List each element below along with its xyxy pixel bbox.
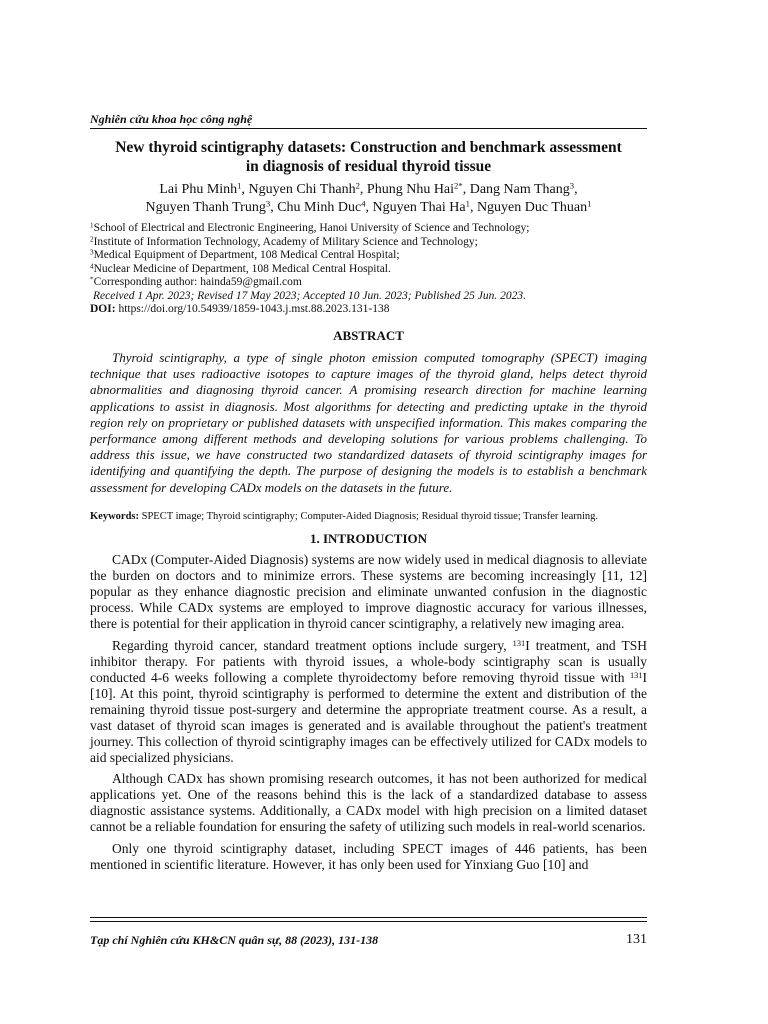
footer-journal: Tạp chí Nghiên cứu KH&CN quân sự, 88 (2023), 131-138	[90, 933, 379, 947]
author: Nguyen Duc Thuan$^1$	[476, 198, 592, 215]
author: Phung Nhu Hai$^{2*}$,	[366, 180, 470, 197]
section-body	[90, 552, 647, 878]
page-number: 131	[626, 932, 647, 947]
affiliation: $^3$Medical Equipment of Department, 108 Medical Central Hospital;	[90, 248, 400, 261]
title-line-1: New thyroid scintigraphy datasets: Construction and benchmark assessment	[115, 139, 622, 156]
paragraph: Although CADx has shown promising research outcomes, it has not been authorized for medical applications yet. One of the reasons behind this is the lack of a standardized database to assess diagnostic assistance systems. Additionally, a CADx model with high precision on a limited dataset cannot be a reliable foundation for ensuring the safety of utilizing such models in real-world scenarios.	[90, 771, 647, 834]
author-line-1	[90, 181, 647, 199]
author: Nguyen Thanh Trung$^3$,	[145, 198, 278, 215]
footer-rule	[90, 917, 647, 918]
keywords: Keywords: SPECT image; Thyroid scintigraphy; Computer-Aided Diagnosis; Residual thyroid tissue; Transfer learning.	[90, 511, 599, 522]
header-rule	[90, 128, 647, 129]
footer-rule-thin	[90, 921, 647, 922]
doi-link[interactable]: https://doi.org/10.54939/1859-1043.j.mst.88.2023.131-138	[115, 303, 390, 315]
affiliation: $^2$Institute of Information Technology, Academy of Military Science and Technology;	[90, 234, 478, 248]
abstract-heading: ABSTRACT	[333, 328, 404, 343]
doi: DOI: https://doi.org/10.54939/1859-1043.j.mst.88.2023.131-138	[90, 303, 390, 315]
author: Lai Phu Minh$^1$,	[159, 180, 249, 197]
corresponding-author: *Corresponding author: hainda59@gmail.com	[90, 275, 302, 288]
abstract-text: Thyroid scintigraphy, a type of single photon emission computed tomography (SPECT) imaging technique that uses radioactive isotopes to capture images of the thyroid gland, helps detect thyroid abnormalities and diagnosing thyroid cancer. A promising research direction for machine learning applications to assist in diagnosis. Most algorithms for detecting and predicting uptake in the thyroid region rely on proprietary or published datasets with unspecified information. This makes comparing the performance among different methods and developing solutions for various problems challenging. To address this issue, we have constructed two standardized datasets of thyroid scintigraphy images for identifying and quantifying the depth. The purpose of designing the models is to establish a benchmark assessment for developing CADx models on the datasets in the future.	[90, 350, 647, 495]
paper-title	[90, 138, 647, 176]
received-dates: Received 1 Apr. 2023; Revised 17 May 2023; Accepted 10 Jun. 2023; Published 25 Jun. 2023.	[93, 289, 526, 302]
author: Chu Minh Duc$^4$,	[277, 198, 373, 215]
author: Nguyen Chi Thanh$^2$,	[248, 180, 367, 197]
title-line-2: in diagnosis of residual thyroid tissue	[245, 158, 492, 175]
paragraph: Regarding thyroid cancer, standard treatment options include surgery, $^{131}$I treatment, and TSH inhibitor therapy. For patients with thyroid issues, a whole-body scintigraphy scan is usually conducted 4-6 weeks following a complete thyroidectomy before removing thyroid tissue with $^{131}$I [10]. At this point, thyroid scintigraphy is performed to determine the extent and distribution of the remaining thyroid tissue post-surgery and determine the appropriate treatment course. As a result, a vast dataset of thyroid scan images is generated and is available throughout the patient's treatment journey. This collection of thyroid scintigraphy images can be effectively utilized for CADx models to aid specialized physicians.	[90, 637, 647, 765]
paragraph: CADx (Computer-Aided Diagnosis) systems are now widely used in medical diagnosis to alleviate the burden on doctors and to minimize errors. These systems are becoming increasingly [11, 12] popular as they enhance diagnostic precision and eliminate unwanted confusion in the diagnostic process. While CADx systems are employed to improve diagnostic accuracy for various illnesses, there is potential for their application in thyroid cancer scintigraphy, a relatively new imaging area.	[90, 552, 647, 631]
paragraph: Only one thyroid scintigraphy dataset, including SPECT images of 446 patients, has been mentioned in scientific literature. However, it has only been used for Yinxiang Guo [10] and	[90, 840, 647, 872]
running-header: Nghiên cứu khoa học công nghệ	[90, 112, 253, 126]
affiliations	[90, 222, 647, 317]
author: Nguyen Thai Ha$^1$,	[372, 198, 477, 215]
affiliation: $^1$School of Electrical and Electronic Engineering, Hanoi University of Science and Technology;	[90, 221, 530, 234]
author: Dang Nam Thang$^3$,	[469, 180, 578, 197]
section-heading: 1. INTRODUCTION	[309, 531, 427, 546]
affiliation: $^4$Nuclear Medicine of Department, 108 Medical Central Hospital.	[90, 261, 391, 275]
author-line-2	[90, 199, 647, 217]
author-list	[90, 181, 647, 217]
